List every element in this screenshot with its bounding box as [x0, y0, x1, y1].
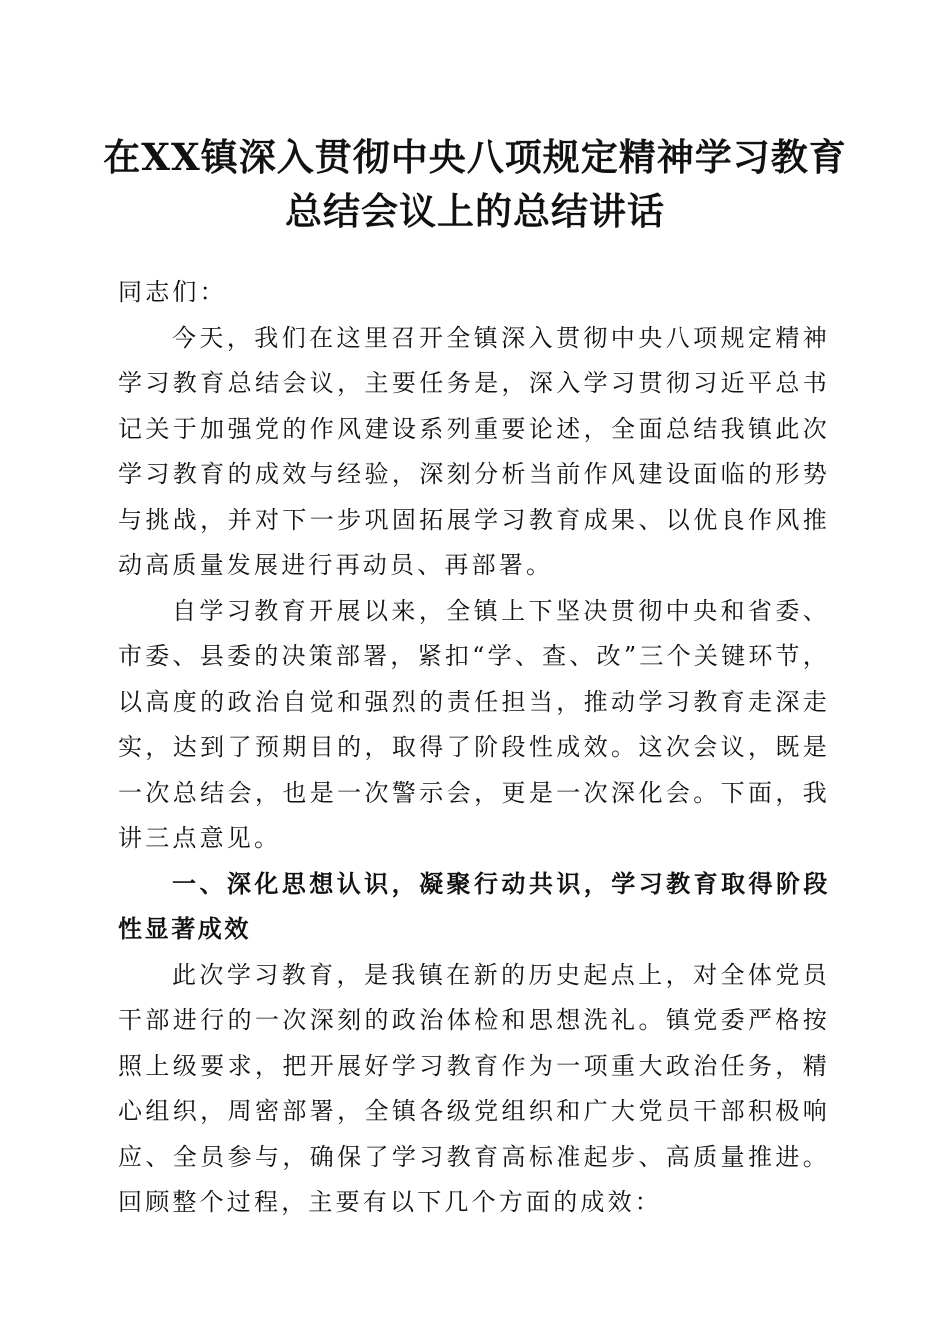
title-line-1: 在XX镇深入贯彻中央八项规定精神学习教育	[103, 135, 847, 179]
paragraph-section-1: 此次学习教育，是我镇在新的历史起点上，对全体党员干部进行的一次深刻的政治体检和思想洗礼。镇党委严格按照上级要求，把开展好学习教育作为一项重大政治任务，精心组织，周密部署，全镇各级党组织和广大党员干部积极响应、全员参与，确保了学习教育高标准起步、高质量推进。回顾整个过程，主要有以下几个方面的成效：	[118, 960, 830, 1216]
section-heading-1: 一、深化思想认识，凝聚行动共识，学习教育取得阶段性显著成效	[118, 869, 830, 943]
title-line-2: 总结会议上的总结讲话	[285, 189, 665, 233]
document-body	[118, 270, 830, 1226]
salutation: 同志们：	[118, 278, 227, 306]
paragraph-overview: 自学习教育开展以来，全镇上下坚决贯彻中央和省委、市委、县委的决策部署，紧扣“学、查、改”三个关键环节，以高度的政治自觉和强烈的责任担当，推动学习教育走深走实，达到了预期目的，取得了阶段性成效。这次会议，既是一次总结会，也是一次警示会，更是一次深化会。下面，我讲三点意见。	[118, 596, 830, 852]
paragraph-intro: 今天，我们在这里召开全镇深入贯彻中央八项规定精神学习教育总结会议，主要任务是，深入学习贯彻习近平总书记关于加强党的作风建设系列重要论述，全面总结我镇此次学习教育的成效与经验，深刻分析当前作风建设面临的形势与挑战，并对下一步巩固拓展学习教育成果、以优良作风推动高质量发展进行再动员、再部署。	[118, 323, 830, 579]
document-title	[90, 130, 860, 238]
